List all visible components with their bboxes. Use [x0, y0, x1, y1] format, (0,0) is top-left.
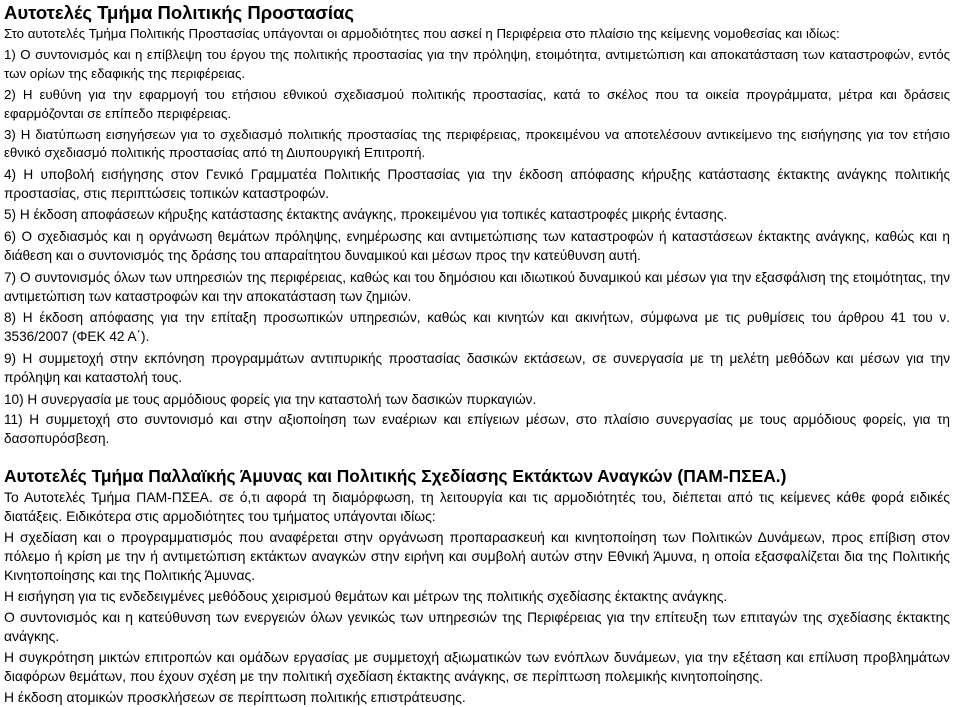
section1-item-5: 5) Η έκδοση αποφάσεων κήρυξης κατάστασης έκτακτης ανάγκης, προκειμένου για τοπικές καταστροφές μικρής έντασης.	[4, 207, 728, 223]
section2-paragraph-2: Η σχεδίαση και ο προγραμματισμός που αναφέρεται στην οργάνωση προπαρασκευή και κινητοποίηση των Πολιτικών Δυνάμεων, προς επίβιση στον πόλεμο ή κρίση με την ή αντιμετώπιση εκτάκτων αναγκών στην ειρήνη και συμβολή αυτών στην Εθνική Άμυνα, η οποία εξασφαλίζεται δια της Πολιτικής Κινητοποίησης και της Πολιτικής Άμυνας.	[4, 529, 950, 583]
section1-intro: Στο αυτοτελές Τμήμα Πολιτικής Προστασίας υπάγονται οι αρμοδιότητες που ασκεί η Περιφέρεια στο πλαίσιο της κείμενης νομοθεσίας και ιδίως:	[4, 26, 840, 41]
section1-item-8: 8) Η έκδοση απόφασης για την επίταξη προσωπικών υπηρεσιών, καθώς και κινητών και ακινήτων, σύμφωνα με τις ρυθμίσεις του άρθρου 41 του ν. 3536/2007 (ΦΕΚ 42 Α΄).	[4, 310, 950, 345]
section2-title: Αυτοτελές Τμήμα Παλλαϊκής Άμυνας και Πολιτικής Σχεδίασης Εκτάκτων Αναγκών (ΠΑΜ-ΠΣΕΑ.)	[4, 466, 787, 486]
section1-item-1: 1) Ο συντονισμός και η επίβλεψη του έργου της πολιτικής προστασίας για την πρόληψη, ετοιμότητα, αντιμετώπιση και αποκατάσταση των καταστροφών, εντός των ορίων της εδαφικής της περιφέρειας.	[4, 47, 950, 81]
section1-item-11: 11) Η συμμετοχή στο συντονισμό και στην αξιοποίηση των εναέριων και επίγειων μέσων, στο πλαίσιο συνεργασίας με τους αρμόδιους φορείς, για τη δασοπυρόσβεση.	[4, 412, 950, 447]
section1-title: Αυτοτελές Τμήμα Πολιτικής Προστασίας	[4, 2, 354, 23]
section2-paragraph-5: Η συγκρότηση μικτών επιτροπών και ομάδων εργασίας με συμμετοχή αξιωματικών των ενόπλων δυνάμεων, για την εξέταση και επίλυση προβλημάτων διαφόρων θεμάτων, που έχουν σχέση με την πολιτική σχεδίαση έκτακτης ανάγκης, σε περίπτωση πολεμικής κινητοποίησης.	[4, 649, 950, 684]
section1-item-2: 2) Η ευθύνη για την εφαρμογή του ετήσιου εθνικού σχεδιασμού πολιτικής προστασίας, κατά το σκέλος που τα οικεία προγράμματα, μέτρα και δράσεις εφαρμόζονται σε επίπεδο περιφέρειας.	[4, 87, 950, 121]
section1-item-7: 7) Ο συντονισμός όλων των υπηρεσιών της περιφέρειας, καθώς και του δημόσιου και ιδιωτικού δυναμικού και μέσων για την εξασφάλιση της ετοιμότητας, την αντιμετώπιση των καταστροφών και την αποκατάσταση των ζημιών.	[4, 269, 950, 304]
section2-paragraph-1: Το Αυτοτελές Τμήμα ΠΑΜ-ΠΣΕΑ. σε ό,τι αφορά τη διαμόρφωση, τη λειτουργία και τις αρμοδιότητές του, διέπεται από τις κείμενες κάθε φορά ειδικές διατάξεις. Ειδικότερα στις αρμοδιότητες του τμήματος υπάγονται ιδίως:	[4, 489, 950, 524]
section1-item-9: 9) Η συμμετοχή στην εκπόνηση προγραμμάτων αντιπυρικής προστασίας δασικών εκτάσεων, σε συνεργασία με τη μελέτη μεθόδων και μέσων για την πρόληψη και καταστολή τους.	[4, 351, 950, 385]
section2-paragraph-4: Ο συντονισμός και η κατεύθυνση των ενεργειών όλων γενικώς των υπηρεσιών της Περιφέρειας για την επίτευξη των επιταγών της σχεδίασης έκτακτης ανάγκης.	[4, 609, 950, 644]
document-page	[0, 2, 960, 707]
section1-item-6: 6) Ο σχεδιασμός και η οργάνωση θεμάτων πρόληψης, ενημέρωσης και αντιμετώπισης των καταστροφών ή καταστάσεων έκτακτης ανάγκης, καθώς και η διάθεση και ο συντονισμός της δράσης του απαραίτητου δυναμικού και μέσων προς την κατεύθυνση αυτή.	[4, 229, 950, 264]
section2-paragraph-6: Η έκδοση ατομικών προσκλήσεων σε περίπτωση πολιτικής επιστράτευσης.	[4, 689, 466, 705]
section2-paragraph-3: Η εισήγηση για τις ενδεδειγμένες μεθόδους χειρισμού θεμάτων και μέτρων της πολιτικής σχεδίασης έκτακτης ανάγκης.	[4, 588, 728, 604]
section1-item-4: 4) Η υποβολή εισήγησης στον Γενικό Γραμματέα Πολιτικής Προστασίας για την έκδοση απόφασης κήρυξης κατάστασης έκτακτης ανάγκης πολιτικής προστασίας, στις περιπτώσεις τοπικών καταστροφών.	[4, 166, 950, 201]
section1-item-10: 10) Η συνεργασία με τους αρμόδιους φορείς για την καταστολή των δασικών πυρκαγιών.	[4, 391, 537, 407]
section1-item-3: 3) Η διατύπωση εισηγήσεων για το σχεδιασμό πολιτικής προστασίας της περιφέρειας, προκειμένου να αποτελέσουν αντικείμενο της εισήγησης για τον ετήσιο εθνικό σχεδιασμό πολιτικής προστασίας από τη Διυπουργική Επιτροπή.	[4, 127, 950, 161]
